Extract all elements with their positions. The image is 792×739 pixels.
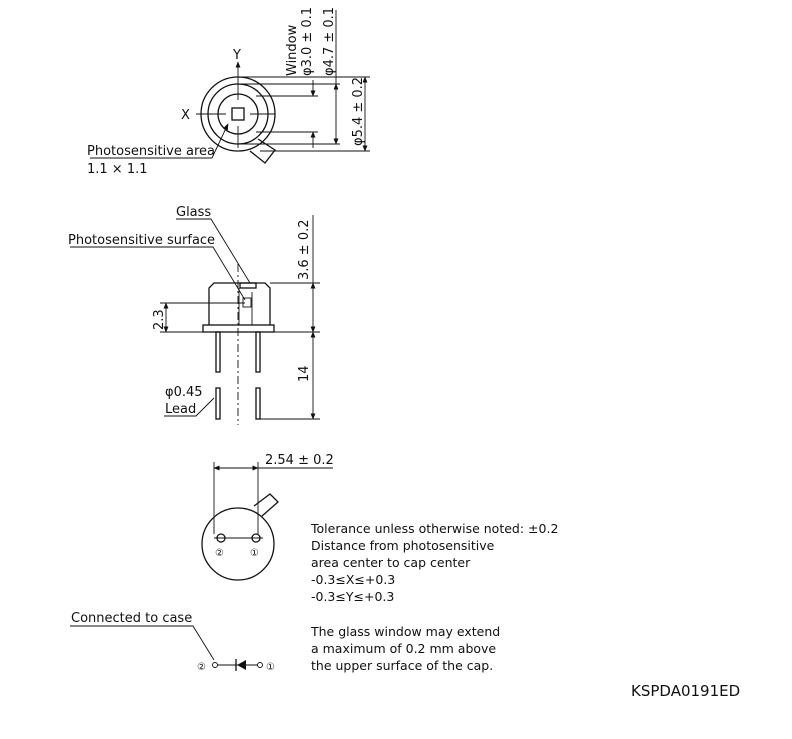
note-line-3: area center to cap center — [311, 555, 471, 570]
notes-block — [310, 521, 558, 673]
lead-dia: φ0.45 — [165, 385, 203, 400]
diode-triangle — [237, 660, 246, 670]
lead-length-dim: 14 — [297, 365, 312, 382]
surface-leader — [70, 247, 245, 300]
cap-dim: φ4.7 ± 0.1 — [322, 6, 337, 76]
window-note-3: the upper surface of the cap. — [311, 658, 494, 673]
height-dim: 3.6 ± 0.2 — [297, 219, 312, 280]
window-label: Window — [285, 24, 300, 76]
lead-left-bottom — [216, 388, 220, 419]
cap-side — [209, 283, 270, 325]
flange-dim: φ5.4 ± 0.2 — [351, 76, 366, 146]
document-code: KSPDA0191ED — [631, 682, 741, 700]
area-label: Photosensitive area — [87, 144, 216, 159]
axis-y-label: Y — [233, 48, 241, 63]
top-view — [87, 7, 370, 177]
note-line-4: -0.3≤X≤+0.3 — [311, 572, 396, 587]
window-note-1: The glass window may extend — [311, 624, 501, 639]
schematic — [70, 611, 275, 673]
lead-right-bottom — [256, 388, 260, 419]
lead-label: Lead — [165, 402, 197, 417]
note-line-1: Tolerance unless otherwise noted: ±0.2 — [311, 521, 559, 536]
photosensitive-area-square — [232, 108, 244, 120]
pitch-dim: 2.54 ± 0.2 — [265, 453, 334, 468]
case-label: Connected to case — [71, 611, 193, 626]
side-view — [68, 205, 320, 425]
note-line-5: -0.3≤Y≤+0.3 — [311, 589, 395, 604]
case-leader — [70, 626, 214, 660]
schematic-terminal-1 — [258, 663, 263, 668]
lead-right-top — [256, 332, 260, 372]
glass-label: Glass — [176, 205, 212, 220]
surface-dim: 2.3 — [152, 309, 167, 330]
axis-x-label: X — [181, 108, 190, 123]
bottom-outline — [202, 508, 274, 580]
schematic-terminal-2 — [213, 663, 218, 668]
window-dim: φ3.0 ± 0.1 — [300, 6, 315, 76]
window-note-2: a maximum of 0.2 mm above — [311, 641, 497, 656]
area-size: 1.1 × 1.1 — [87, 162, 148, 177]
glass-leader — [176, 219, 250, 283]
schematic-pin2: ② — [197, 662, 206, 673]
surface-label: Photosensitive surface — [68, 233, 216, 248]
flange-side — [203, 325, 274, 332]
schematic-pin1: ① — [266, 662, 275, 673]
pin2-label: ② — [215, 548, 224, 559]
glass-window — [240, 283, 256, 288]
note-line-2: Distance from photosensitive — [311, 538, 495, 553]
lead-left-top — [216, 332, 220, 372]
pin1-label: ① — [250, 548, 259, 559]
